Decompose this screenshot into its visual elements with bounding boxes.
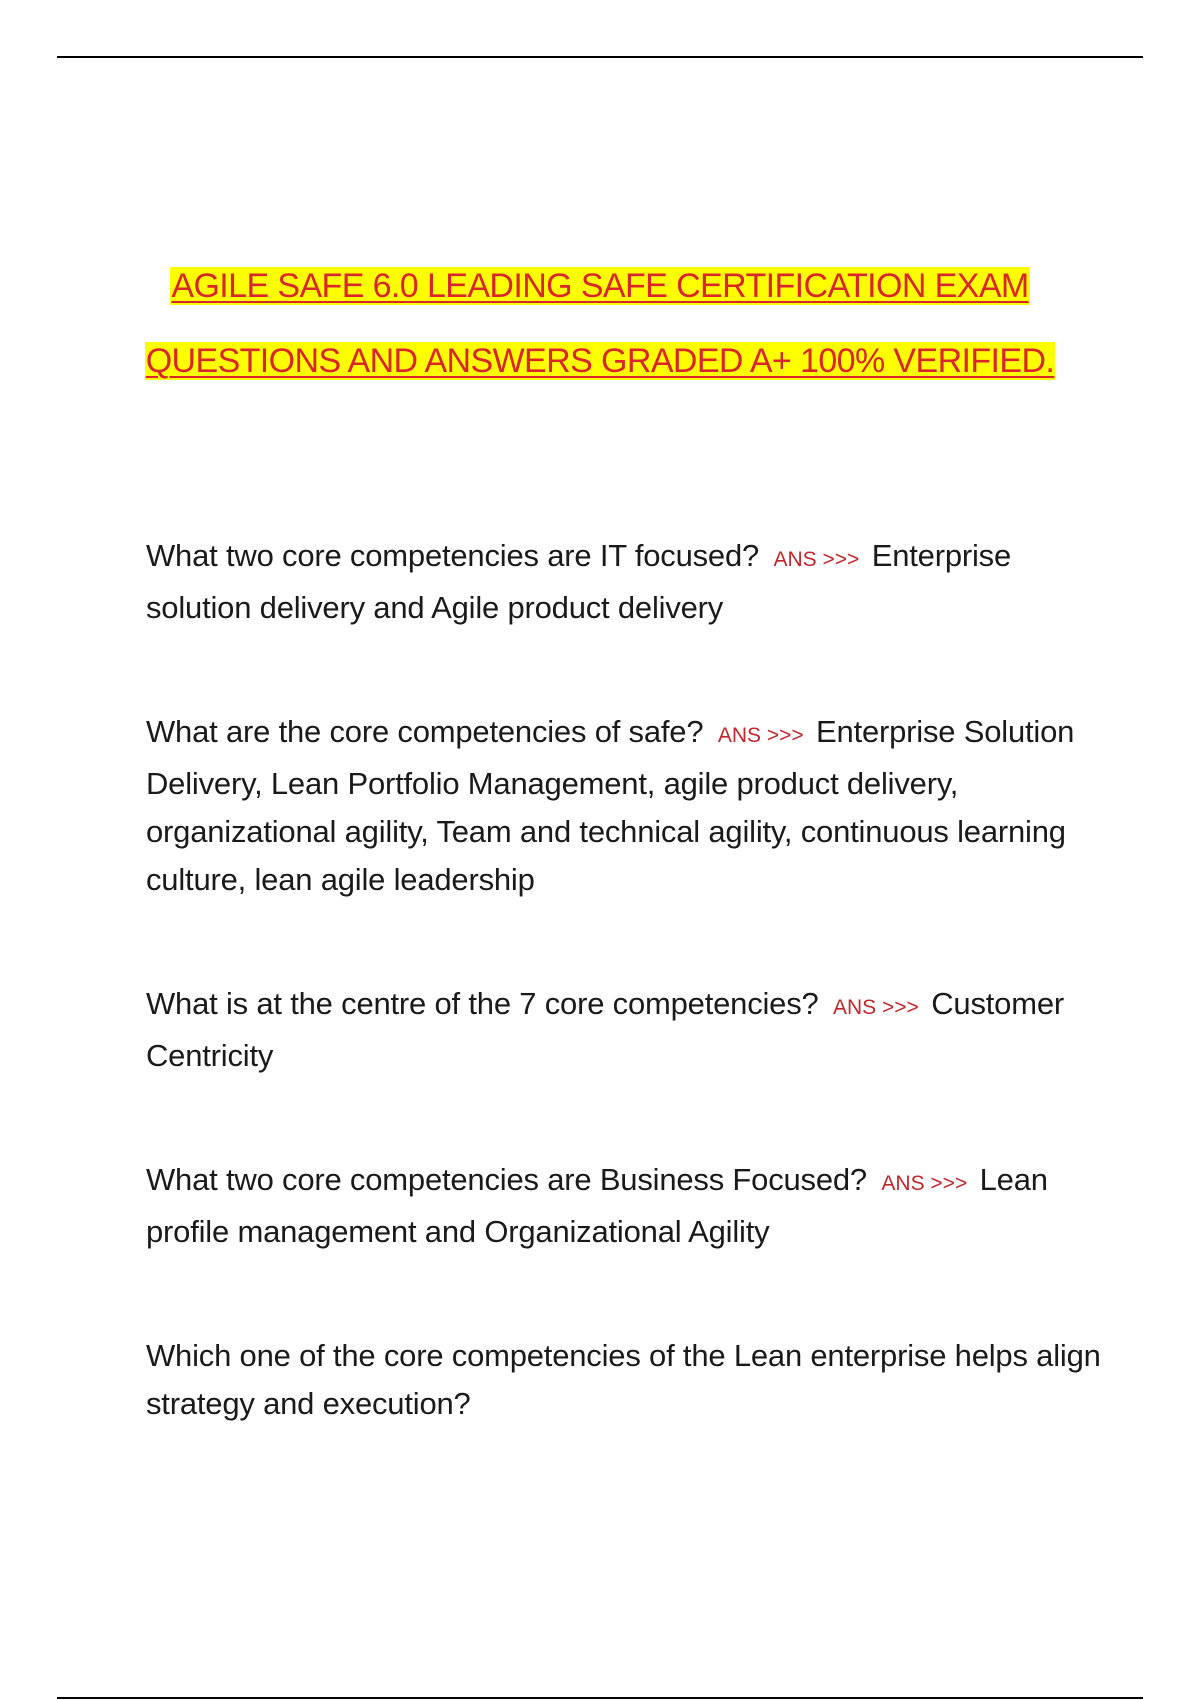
answer-marker: ANS >>> bbox=[773, 548, 860, 571]
title-text-2: QUESTIONS AND ANSWERS GRADED A+ 100% VERIFIED. bbox=[145, 342, 1055, 380]
answer-marker: ANS >>> bbox=[881, 1172, 968, 1195]
title-line-1 bbox=[0, 256, 1200, 331]
question-text: What two core competencies are IT focused? bbox=[146, 538, 760, 573]
question-text: What are the core competencies of safe? bbox=[146, 714, 704, 749]
answer-text: Enterprise Solution Delivery, Lean Portfolio Management, agile product delivery, organizational agility, Team and technical agility, continuous learning culture, lean agile leadership bbox=[146, 714, 1075, 897]
question-text: Which one of the core competencies of the Lean enterprise helps align strategy and execution? bbox=[146, 1338, 1101, 1421]
answer-marker: ANS >>> bbox=[833, 996, 919, 1019]
qa-item-4 bbox=[146, 1156, 1106, 1256]
question-text: What two core competencies are Business Focused? bbox=[146, 1162, 867, 1197]
qa-item-2 bbox=[146, 708, 1106, 904]
question-text: What is at the centre of the 7 core competencies? bbox=[146, 986, 819, 1021]
answer-text: Customer Centricity bbox=[146, 986, 1065, 1073]
title-line-2 bbox=[0, 331, 1200, 406]
answer-text: Enterprise solution delivery and Agile product delivery bbox=[146, 538, 1012, 625]
title-text-1: AGILE SAFE 6.0 LEADING SAFE CERTIFICATION EXAM bbox=[171, 267, 1029, 305]
top-rule bbox=[57, 56, 1143, 58]
qa-item-3 bbox=[146, 980, 1106, 1080]
answer-text: Lean profile management and Organizational Agility bbox=[146, 1162, 1048, 1249]
document-title bbox=[0, 256, 1200, 406]
qa-item-1 bbox=[146, 532, 1106, 632]
bottom-rule bbox=[57, 1697, 1143, 1699]
answer-marker: ANS >>> bbox=[717, 724, 804, 747]
qa-item-5 bbox=[146, 1332, 1106, 1428]
